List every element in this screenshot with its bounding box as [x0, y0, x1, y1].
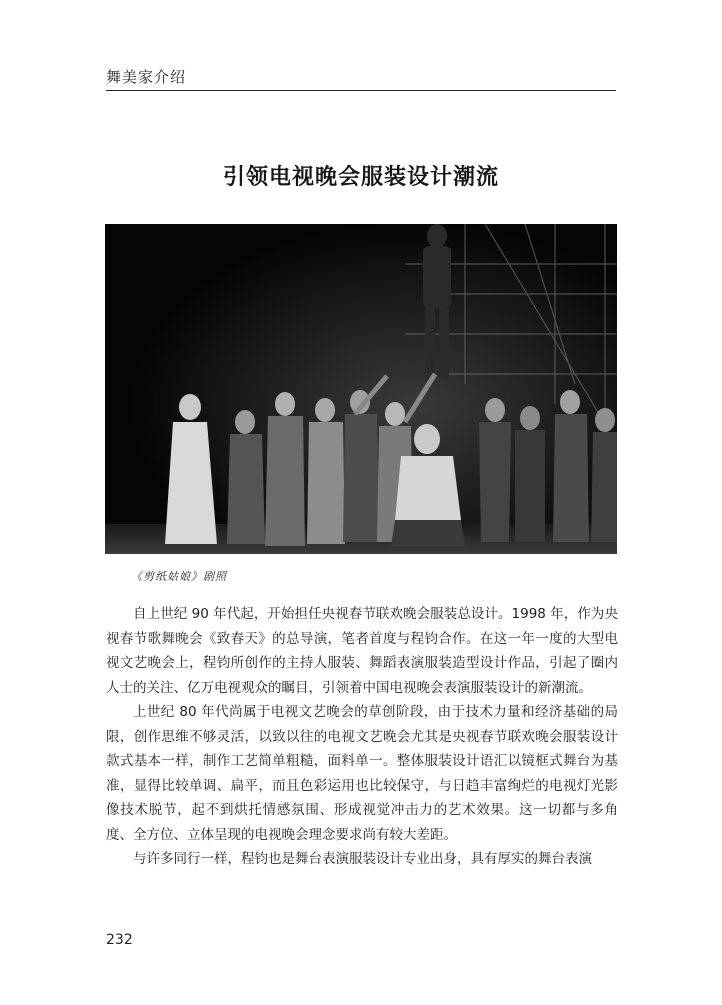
stage-photo [105, 224, 617, 554]
paragraph-1: 自上世纪 90 年代起，开始担任央视春节联欢晚会服装总设计。1998 年，作为央视春节歌舞晚会《致春天》的总导演，笔者首度与程钧合作。在这一年一度的大型电视文艺晚会上，程钧所创作的主持人服装、舞蹈表演服装造型设计作品，引起了圈内人士的关注、亿万电视观众的瞩目，引领着中国电视晚会表演服装设计的新潮流。 [106, 606, 618, 696]
paragraph-2: 上世纪 80 年代尚属于电视文艺晚会的草创阶段，由于技术力量和经济基础的局限，创作思维不够灵活，以致以往的电视文艺晚会尤其是央视春节联欢晚会服装设计款式基本一样，制作工艺简单粗糙，面料单一。整体服装设计语汇以镜框式舞台为基准，显得比较单调、扁平，而且色彩运用也比较保守，与日趋丰富绚烂的电视灯光影像技术脱节，起不到烘托情感氛围、形成视觉冲击力的艺术效果。这一切都与多角度、全方位、立体呈现的电视晚会理念要求尚有较大差距。 [106, 704, 618, 843]
article-body [106, 602, 618, 872]
article-title: 引领电视晚会服装设计潮流 [222, 165, 499, 190]
running-header [106, 62, 616, 91]
section-label: 舞美家介绍 [106, 68, 187, 86]
photo-caption: 《剪纸姑娘》剧照 [131, 570, 227, 583]
page-number: 232 [106, 932, 133, 948]
paragraph-3: 与许多同行一样，程钧也是舞台表演服装设计专业出身，具有厚实的舞台表演 [133, 851, 592, 867]
